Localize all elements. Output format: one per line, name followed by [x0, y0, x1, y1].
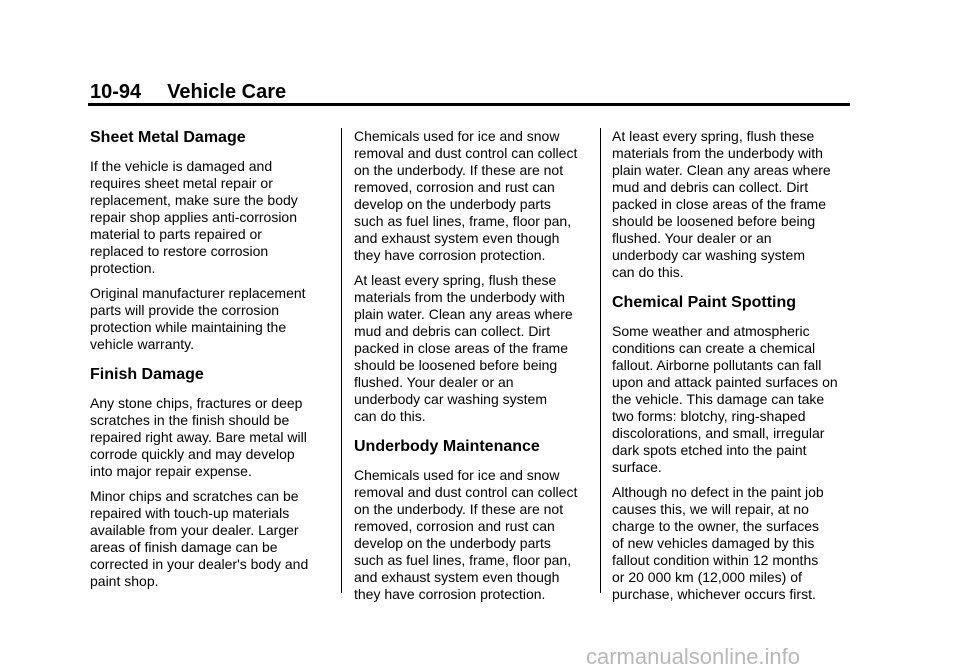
text-line: surface. — [612, 459, 662, 475]
text-line: can do this. — [612, 264, 684, 280]
text-line: removed, corrosion and rust can — [354, 518, 555, 534]
column-1 — [90, 128, 330, 598]
text-line: At least every spring, flush these — [612, 128, 815, 144]
text-line: Minor chips and scratches can be — [90, 488, 299, 504]
text-line: repaired right away. Bare metal will — [90, 429, 307, 445]
text-line: and exhaust system even though — [354, 230, 560, 246]
text-line: discolorations, and small, irregular — [612, 425, 825, 441]
text-line: underbody car washing system — [354, 391, 547, 407]
text-line: requires sheet metal repair or — [90, 175, 273, 191]
text-line: causes this, we will repair, at no — [612, 501, 809, 517]
text-line: the vehicle. This damage can take — [612, 391, 825, 407]
text-line: flushed. Your dealer or an — [354, 374, 514, 390]
text-line: scratches in the finish should be — [90, 412, 290, 428]
text-line: paint shop. — [90, 573, 159, 589]
text-line: fallout condition within 12 months — [612, 552, 819, 568]
text-line: repair shop applies anti-corrosion — [90, 209, 297, 225]
text-line: materials from the underbody with — [354, 289, 565, 305]
text-line: should be loosened before being — [354, 357, 558, 373]
paragraph — [354, 272, 594, 425]
text-line: Some weather and atmospheric — [612, 323, 810, 339]
text-line: removed, corrosion and rust can — [354, 179, 555, 195]
text-line: protection. — [90, 260, 156, 276]
text-line: Although no defect in the paint job — [612, 484, 824, 500]
text-line: they have corrosion protection. — [354, 247, 546, 263]
text-line: can do this. — [354, 408, 426, 424]
text-line: If the vehicle is damaged and — [90, 158, 273, 174]
paragraph — [90, 395, 330, 480]
text-line: mud and debris can collect. Dirt — [354, 323, 551, 339]
text-line: and exhaust system even though — [354, 569, 560, 585]
paragraph — [90, 285, 330, 353]
text-line: materials from the underbody with — [612, 145, 823, 161]
text-line: material to parts repaired or — [90, 226, 262, 242]
text-line: Any stone chips, fractures or deep — [90, 395, 303, 411]
text-line: plain water. Clean any areas where — [612, 162, 831, 178]
text-line: dark spots etched into the paint — [612, 442, 807, 458]
paragraph — [612, 323, 857, 476]
text-line: conditions can create a chemical — [612, 340, 816, 356]
text-line: corrode quickly and may develop — [90, 446, 295, 462]
paragraph — [354, 467, 594, 603]
text-line: repaired with touch-up materials — [90, 505, 290, 521]
text-line: develop on the underbody parts — [354, 196, 551, 212]
text-line: replaced to restore corrosion — [90, 243, 269, 259]
text-line: develop on the underbody parts — [354, 535, 551, 551]
column-2 — [354, 128, 594, 611]
paragraph — [90, 488, 330, 590]
text-line: mud and debris can collect. Dirt — [612, 179, 809, 195]
section-title: Vehicle Care — [167, 81, 287, 103]
column-divider — [341, 128, 342, 593]
text-line: purchase, whichever occurs first. — [612, 586, 816, 602]
text-line: upon and attack painted surfaces on — [612, 374, 838, 390]
text-line: charge to the owner, the surfaces — [612, 518, 820, 534]
text-line: Original manufacturer replacement — [90, 285, 306, 301]
page-number: 10-94 — [90, 81, 142, 103]
text-line: underbody car washing system — [612, 247, 805, 263]
text-line: Chemicals used for ice and snow — [354, 467, 560, 483]
text-line: they have corrosion protection. — [354, 586, 546, 602]
text-line: available from your dealer. Larger — [90, 522, 299, 538]
text-line: areas of finish damage can be — [90, 539, 278, 555]
watermark: carmanualsonline.info — [586, 644, 801, 669]
text-line: of new vehicles damaged by this — [612, 535, 815, 551]
header-rule — [88, 103, 850, 106]
text-line: packed in close areas of the frame — [612, 196, 827, 212]
paragraph — [612, 128, 857, 281]
paragraph — [90, 158, 330, 277]
section-heading: Underbody Maintenance — [354, 438, 540, 455]
text-line: plain water. Clean any areas where — [354, 306, 573, 322]
text-line: such as fuel lines, frame, floor pan, — [354, 552, 572, 568]
text-line: two forms: blotchy, ring-shaped — [612, 408, 806, 424]
text-line: fallout. Airborne pollutants can fall — [612, 357, 822, 373]
section-heading: Finish Damage — [90, 366, 204, 383]
text-line: should be loosened before being — [612, 213, 816, 229]
text-line: Chemicals used for ice and snow — [354, 128, 560, 144]
section-heading: Chemical Paint Spotting — [612, 294, 797, 311]
column-3 — [612, 128, 857, 611]
text-line: or 20 000 km (12,000 miles) of — [612, 569, 802, 585]
text-line: corrected in your dealer's body and — [90, 556, 309, 572]
page-header — [90, 80, 286, 104]
text-line: on the underbody. If these are not — [354, 501, 564, 517]
text-line: into major repair expense. — [90, 463, 252, 479]
text-line: such as fuel lines, frame, floor pan, — [354, 213, 572, 229]
text-line: protection while maintaining the — [90, 319, 287, 335]
paragraph — [612, 484, 857, 603]
section-heading: Sheet Metal Damage — [90, 129, 246, 146]
text-line: removal and dust control can collect — [354, 484, 578, 500]
text-line: vehicle warranty. — [90, 336, 195, 352]
paragraph — [354, 128, 594, 264]
text-line: parts will provide the corrosion — [90, 302, 280, 318]
column-divider — [600, 128, 601, 593]
text-line: replacement, make sure the body — [90, 192, 298, 208]
text-line: removal and dust control can collect — [354, 145, 578, 161]
text-line: on the underbody. If these are not — [354, 162, 564, 178]
text-line: packed in close areas of the frame — [354, 340, 569, 356]
text-line: flushed. Your dealer or an — [612, 230, 772, 246]
text-line: At least every spring, flush these — [354, 272, 557, 288]
